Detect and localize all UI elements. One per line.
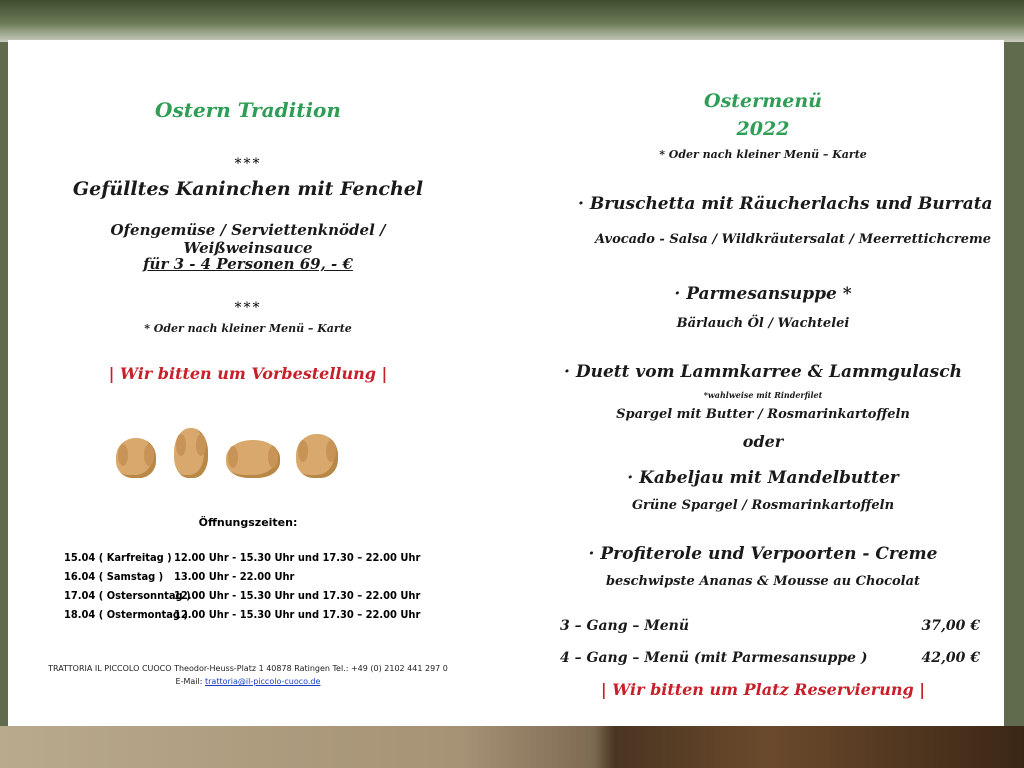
hours-row: 15.04 ( Karfreitag ) 12.00 Uhr - 15.30 Uhr und 17.30 – 22.00 Uhr: [64, 551, 421, 564]
opening-hours-list: [64, 548, 444, 624]
email-link[interactable]: trattoria@il-piccolo-cuoco.de: [204, 677, 321, 686]
main-dish-price: für 3 - 4 Personen 69, - €: [143, 255, 353, 273]
left-title: Ostern Tradition: [155, 98, 341, 122]
hours-row: 18.04 ( Ostermontag ) 12.00 Uhr - 15.30 Uhr und 17.30 – 22.00 Uhr: [64, 608, 421, 621]
email-line: E-Mail: trattoria@il-piccolo-cuoco.de: [175, 677, 321, 686]
course-1-sides: Avocado - Salsa / Wildkräutersalat / Meerrettichcreme: [594, 232, 991, 247]
preorder-notice: | Wir bitten um Vorbestellung |: [108, 364, 388, 383]
course-5-title: · Profiterole und Verpoorten - Creme: [588, 544, 938, 564]
main-dish-title: Gefülltes Kaninchen mit Fenchel: [72, 178, 424, 200]
opening-hours-title: Öffnungszeiten:: [198, 516, 298, 529]
bunnies-image: [108, 418, 348, 478]
restaurant-footer: [48, 662, 448, 688]
course-5-sides: beschwipste Ananas & Mousse au Chocolat: [605, 574, 921, 589]
course-3-note: *wahlweise mit Rinderfilet: [703, 390, 823, 400]
main-dish-sides: Ofengemüse / Serviettenknödel / Weißweinsauce: [110, 221, 386, 257]
pavement-background: [0, 726, 1024, 768]
hours-row: 17.04 ( Ostersonntag ) 12.00 Uhr - 15.30 Uhr und 17.30 – 22.00 Uhr: [64, 589, 421, 602]
menu-card: [8, 40, 1004, 726]
bunny-icon: [174, 428, 208, 478]
price-row-3-course: 3 – Gang – Menü 37,00 €: [560, 618, 980, 634]
price-row-4-course: 4 – Gang – Menü (mit Parmesansuppe ) 42,00 €: [560, 650, 980, 666]
or-separator: oder: [742, 432, 784, 451]
address-line: TRATTORIA IL PICCOLO CUOCO Theodor-Heuss-Platz 1 40878 Ratingen Tel.: +49 (0) 2102 441 297 0: [48, 664, 448, 673]
hours-row: 16.04 ( Samstag ) 13.00 Uhr - 22.00 Uhr: [64, 570, 295, 583]
course-3-sides: Spargel mit Butter / Rosmarinkartoffeln: [616, 407, 910, 422]
bunny-icon: [296, 434, 338, 478]
bunny-icon: [116, 438, 156, 478]
course-4-sides: Grüne Spargel / Rosmarinkartoffeln: [631, 498, 895, 513]
menu-note: * Oder nach kleiner Menü – Karte: [659, 148, 867, 161]
easter-menu-year: 2022: [736, 118, 790, 140]
course-2-title: · Parmesansuppe *: [674, 284, 852, 304]
course-1-title: · Bruschetta mit Räucherlachs und Burrata: [578, 194, 993, 214]
course-3-title: · Duett vom Lammkarree & Lammgulasch: [564, 362, 962, 382]
reservation-notice: | Wir bitten um Platz Reservierung |: [600, 680, 926, 699]
course-4-title: · Kabeljau mit Mandelbutter: [627, 468, 899, 488]
bunny-icon: [226, 440, 280, 478]
stars-divider: ***: [234, 300, 262, 316]
easter-menu-title: Ostermenü: [704, 90, 822, 112]
menu-note: * Oder nach kleiner Menü – Karte: [144, 322, 352, 335]
stars-divider: ***: [234, 156, 262, 172]
course-2-sides: Bärlauch Öl / Wachtelei: [676, 316, 850, 331]
tree-background: [0, 0, 1024, 42]
